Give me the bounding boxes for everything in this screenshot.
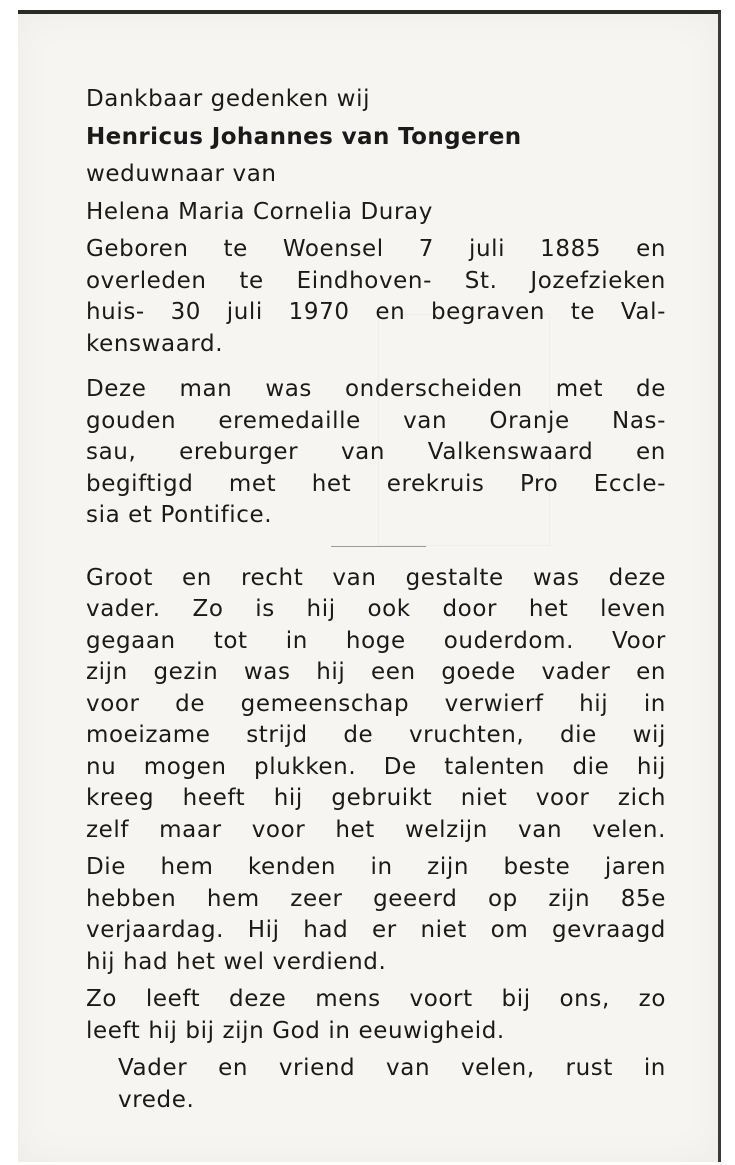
paragraph-line: begiftigd met het erekruis Pro Eccle- [86, 470, 666, 497]
paragraph-line: nu mogen plukken. De talenten die hij [86, 753, 666, 780]
paragraph-line: voor de gemeenschap verwierf hij in [86, 690, 666, 717]
tribute-paragraph [86, 563, 666, 847]
paragraph-line: Zo leeft deze mens voort bij ons, zo [86, 986, 666, 1012]
relation-line: weduwnaar van [86, 161, 277, 187]
paragraph-line: Die hem kenden in zijn beste jaren [86, 854, 666, 880]
memorial-card [18, 10, 721, 1162]
paragraph-line: zelf maar voor het welzijn van velen. [86, 816, 666, 843]
paragraph-line: Deze man was onderscheiden met de [86, 376, 666, 402]
paragraph-line: vader. Zo is hij ook door het leven [86, 596, 666, 622]
section-divider [331, 546, 426, 547]
paragraph-line: moeizame strijd de vruchten, die wij [86, 722, 666, 748]
paragraph-line: hij had het wel verdiend. [86, 948, 387, 975]
birth-death-paragraph [86, 234, 666, 360]
paragraph-line: kreeg heeft hij gebruikt niet voor zich [86, 785, 666, 811]
honors-paragraph [86, 374, 666, 532]
paragraph-line: zijn gezin was hij een goede vader en [86, 659, 666, 685]
paragraph-line: huis- 30 juli 1970 en begraven te Val- [86, 299, 666, 325]
paragraph-line: gouden eremedaille van Oranje Nas- [86, 407, 666, 434]
paragraph-line: kenswaard. [86, 330, 224, 357]
paragraph-line: Geboren te Woensel 7 juli 1885 en [86, 236, 666, 262]
paragraph-line: hebben hem zeer geeerd op zijn 85e [86, 885, 666, 912]
paragraph-line: Vader en vriend van velen, rust in [118, 1055, 666, 1081]
paragraph-line: vrede. [118, 1086, 195, 1113]
paragraph-line: gegaan tot in hoge ouderdom. Voor [86, 627, 666, 654]
paragraph-line: sau, ereburger van Valkenswaard en [86, 439, 666, 465]
card-text [86, 84, 666, 1116]
paragraph-line: Groot en recht van gestalte was deze [86, 564, 666, 591]
birthday-paragraph [86, 852, 666, 978]
paragraph-line: leeft hij bij zijn God in eeuwigheid. [86, 1017, 505, 1044]
paragraph-line: overleden te Eindhoven- St. Jozefzieken [86, 267, 666, 294]
paragraph-line: verjaardag. Hij had er niet om gevraagd [86, 917, 666, 943]
paragraph-line: sia et Pontifice. [86, 502, 273, 528]
deceased-name: Henricus Johannes van Tongeren [86, 123, 522, 150]
spouse-name: Helena Maria Cornelia Duray [86, 198, 433, 225]
closing-paragraph [86, 984, 666, 1047]
farewell-paragraph [86, 1053, 666, 1116]
intro-line: Dankbaar gedenken wij [86, 86, 371, 112]
